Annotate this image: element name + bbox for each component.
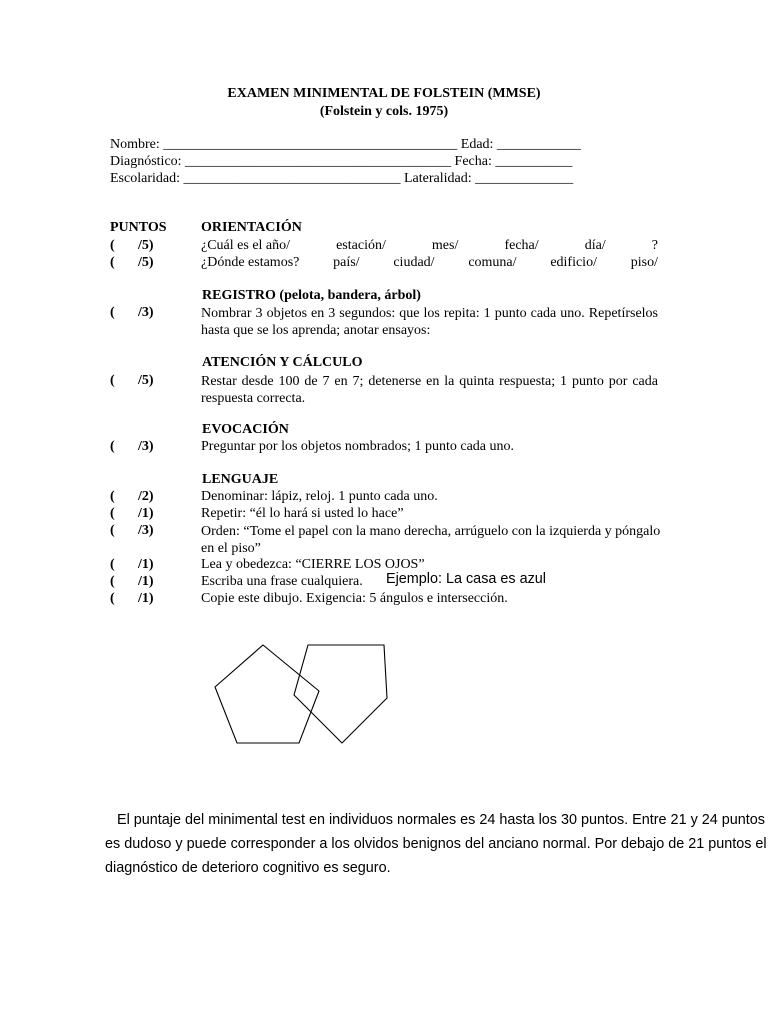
field-diagnostico-fecha: Diagnóstico: ______________________________________ Fecha: ___________ [110,154,573,169]
word: fecha/ [504,238,539,253]
page-subtitle: (Folstein y cols. 1975) [319,104,449,119]
score-max: /1) [138,557,154,572]
registro-instruction: Nombrar 3 objetos en 3 segundos: que los repita: 1 punto cada uno. Repetírselos hasta que se los aprenda; anotar ensayos: [201,306,658,338]
word: día/ [584,238,606,253]
score-open: ( [110,591,115,606]
word: país/ [333,255,360,270]
pentagon-right [294,645,387,743]
word: estación/ [336,238,386,253]
intersecting-pentagons-figure [205,635,400,755]
lenguaje-item-text: Repetir: “él lo hará si usted lo hace” [201,506,404,521]
score-open: ( [110,574,115,589]
word: piso/ [630,255,658,270]
atencion-instruction: Restar desde 100 de 7 en 7; detenerse en la quinta respuesta; 1 punto por cada respuesta correcta. [201,374,658,406]
section-evocacion-heading: EVOCACIÓN [202,422,289,437]
evocacion-instruction: Preguntar por los objetos nombrados; 1 punto cada uno. [201,439,515,454]
score-open: ( [110,439,115,454]
score-max: /5) [138,373,154,388]
orientacion-question [201,238,658,254]
page-title: EXAMEN MINIMENTAL DE FOLSTEIN (MMSE) [227,86,541,101]
score-max: /1) [138,506,154,521]
field-escolaridad-lateralidad: Escolaridad: _______________________________ Lateralidad: ______________ [110,171,574,186]
score-open: ( [110,238,115,253]
lenguaje-item-text: Lea y obedezca: “CIERRE LOS OJOS” [201,557,425,572]
score-max: /5) [138,238,154,253]
score-max: /3) [138,305,154,320]
score-open: ( [110,557,115,572]
score-max: /3) [138,439,154,454]
score-max: /3) [138,523,154,538]
score-open: ( [110,489,115,504]
field-nombre-edad: Nombre: __________________________________________ Edad: ____________ [110,137,581,152]
score-max: /1) [138,574,154,589]
word: ¿Dónde estamos? [201,255,300,270]
word: edificio/ [550,255,597,270]
score-open: ( [110,255,115,270]
word: ciudad/ [393,255,435,270]
section-atencion-heading: ATENCIÓN Y CÁLCULO [202,355,363,370]
score-open: ( [110,305,115,320]
score-open: ( [110,373,115,388]
score-max: /1) [138,591,154,606]
word: mes/ [431,238,459,253]
lenguaje-item-text: Orden: “Tome el papel con la mano derecha, arrúguelo con la izquierda y póngalo en el piso” [201,524,661,556]
score-open: ( [110,506,115,521]
score-max: /5) [138,255,154,270]
puntos-label: PUNTOS [110,220,167,235]
handwritten-example: Ejemplo: La casa es azul [386,571,546,587]
word: comuna/ [468,255,517,270]
interpretation-note: El puntaje del minimental test en individuos normales es 24 hasta los 30 puntos. Entre 21 y 24 puntos es dudoso y puede corresponder a los olvidos benignos del anciano normal. Por debajo de 21 puntos el diagnóstico de deterioro cognitivo es seguro. [105,812,767,876]
lenguaje-item-text: Copie este dibujo. Exigencia: 5 ángulos e intersección. [201,591,508,606]
section-orientacion-heading: ORIENTACIÓN [201,220,302,235]
lenguaje-item-text: Denominar: lápiz, reloj. 1 punto cada uno. [201,489,438,504]
score-max: /2) [138,489,154,504]
lenguaje-item-text: Escriba una frase cualquiera. [201,574,363,589]
word: ¿Cuál es el año/ [201,238,291,253]
word: ? [651,238,658,253]
section-registro-heading: REGISTRO (pelota, bandera, árbol) [202,288,421,303]
score-open: ( [110,523,115,538]
orientacion-question [201,255,658,271]
section-lenguaje-heading: LENGUAJE [202,472,279,487]
